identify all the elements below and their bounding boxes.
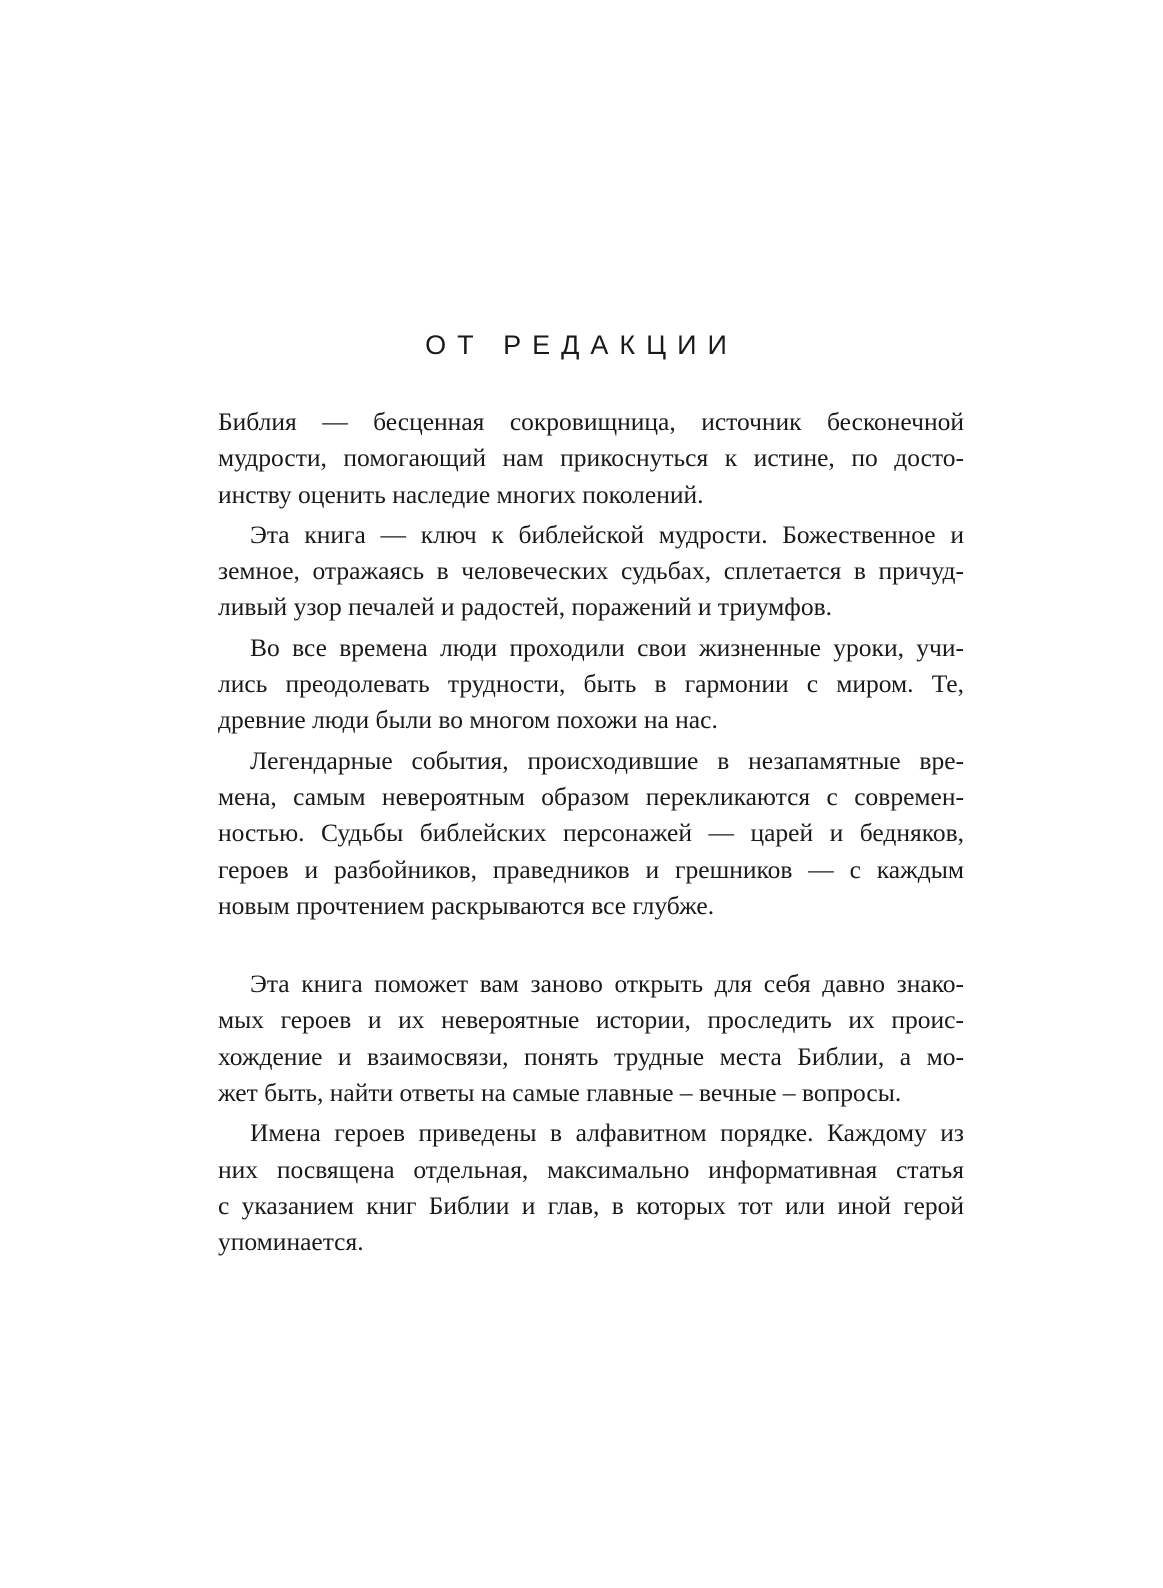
text-line: новым прочтением раскрываются все глубже. bbox=[218, 890, 715, 920]
text-line: земное, отражаясь в человеческих судьбах, сплетается в причуд- bbox=[218, 556, 964, 586]
text-line: Эта книга поможет вам заново открыть для себя давно знако- bbox=[250, 969, 964, 999]
text-line: ностью. Судьбы библейских персонажей — царей и бедняков, bbox=[218, 818, 964, 848]
text-line: героев и разбойников, праведников и грешников — с каждым bbox=[218, 854, 964, 884]
text-line: Во все времена люди проходили свои жизненные уроки, учи- bbox=[250, 632, 964, 662]
paragraph-2 bbox=[218, 517, 964, 626]
page-heading: ОТ РЕДАКЦИИ bbox=[425, 330, 738, 360]
text-line: Библия — бесценная сокровищница, источник бесконечной bbox=[218, 407, 964, 436]
text-line: инству оценить наследие многих поколений. bbox=[218, 479, 704, 509]
text-line: мудрости, помогающий нам прикоснуться к истине, по досто- bbox=[218, 443, 964, 473]
text-line: них посвящена отдельная, максимально информативная статья bbox=[218, 1154, 964, 1184]
text-line: древние люди были во многом похожи на нас. bbox=[218, 705, 718, 735]
text-line: Эта книга — ключ к библейской мудрости. Божественное и bbox=[250, 519, 964, 549]
body-text bbox=[218, 404, 964, 1261]
text-line: упоминается. bbox=[218, 1227, 364, 1257]
text-line: лись преодолевать трудности, быть в гармонии с миром. Те, bbox=[218, 669, 964, 699]
text-line: ливый узор печалей и радостей, поражений и триумфов. bbox=[218, 592, 832, 622]
text-line: хождение и взаимосвязи, понять трудные места Библии, а мо- bbox=[218, 1041, 964, 1071]
text-line: мена, самым невероятным образом перекликаются с современ- bbox=[218, 781, 964, 811]
paragraph-1 bbox=[218, 404, 964, 513]
paragraph-4 bbox=[218, 743, 964, 924]
paragraph-6 bbox=[218, 1115, 964, 1260]
paragraph-5 bbox=[218, 966, 964, 1111]
paragraph-3 bbox=[218, 630, 964, 739]
text-line: мых героев и их невероятные истории, проследить их проис- bbox=[218, 1005, 964, 1035]
text-line: Легендарные события, происходившие в незапамятные вре- bbox=[250, 745, 964, 775]
text-line: с указанием книг Библии и глав, в которых тот или иной герой bbox=[218, 1190, 964, 1220]
text-line: жет быть, найти ответы на самые главные – вечные – вопросы. bbox=[218, 1078, 902, 1108]
text-line: Имена героев приведены в алфавитном порядке. Каждому из bbox=[250, 1118, 964, 1148]
